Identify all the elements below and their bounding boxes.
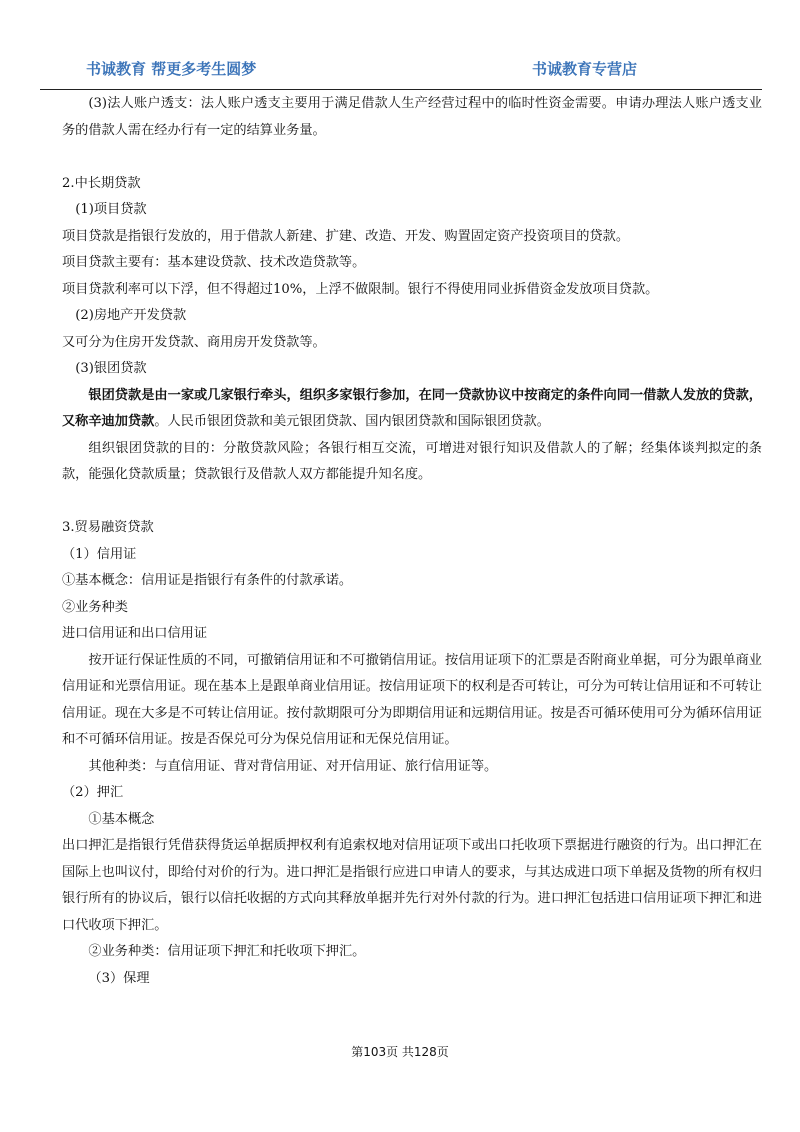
paragraph-real-estate: 又可分为住房开发贷款、商用房开发贷款等。 [62,334,326,350]
paragraph-overdraft: (3)法人账户透支：法人账户透支主要用于满足借款人生产经营过程中的临时性资金需要。申请办理法人账户透支业务的借款人需在经办行有一定的结算业务量。 [62,96,762,138]
syndicated-definition-rest: 。人民币银团贷款和美元银团贷款、国内银团贷款和国际银团贷款。 [154,414,550,429]
paragraph-lc-types: 按开证行保证性质的不同，可撤销信用证和不可撤销信用证。按信用证项下的汇票是否附商业单据，可分为跟单商业信用证和光票信用证。现在基本上是跟单商业信用证。按信用证项下的权利是否可转让，可分为可转让信用证和不可转让信用证。现在大多是不可转让信用证。按付款期限可分为即期信用证和远期信用证。按是否可循环使用可分为循环信用证和不可循环信用证。按是否保兑可分为保兑信用证和无保兑信用证。 [62,652,762,747]
paragraph-project-3: 项目贷款利率可以下浮，但不得超过10%，上浮不做限制。银行不得使用同业拆借资金发放项目贷款。 [62,281,659,297]
paragraph-project-2: 项目贷款主要有：基本建设贷款、技术改造贷款等。 [62,255,366,270]
paragraph-bill-concept-label: ①基本概念 [88,811,155,827]
heading-letter-of-credit: （1）信用证 [62,546,137,562]
heading-trade-finance: 3.贸易融资贷款 [62,520,154,535]
paragraph-lc-other: 其他种类：与直信用证、背对背信用证、对开信用证、旅行信用证等。 [88,758,498,774]
heading-longterm-loans: 2.中长期贷款 [62,175,141,191]
heading-bill-purchase: （2）押汇 [62,785,124,800]
paragraph-bill-types: ②业务种类：信用证项下押汇和托收项下押汇。 [88,944,366,959]
syndicated-definition-bold: 银团贷款是由一家或几家银行牵头，组织多家银行参加，在同一贷款协议中按商定的条件向同一借款人发放的贷款，又称辛迪加贷款 [62,387,762,429]
heading-real-estate-loans: (2)房地产开发贷款 [75,308,187,323]
document-body [62,91,762,992]
paragraph-syndicated [62,383,762,436]
paragraph-lc-concept: ①基本概念：信用证是指银行有条件的付款承诺。 [62,573,353,588]
header-slogan: 书诚教育 帮更多考生圆梦 [86,60,257,78]
paragraph-project-1: 项目贷款是指银行发放的，用于借款人新建、扩建、改造、开发、购置固定资产投资项目的贷款。 [62,228,630,244]
paragraph-lc-types-label: ②业务种类 [62,599,128,615]
heading-syndicated-loans: (3)银团贷款 [75,361,147,376]
page-number: 第103页 共128页 [351,1045,449,1059]
heading-project-loans: (1)项目贷款 [75,202,147,217]
header-store-name: 书诚教育专营店 [532,60,638,78]
paragraph-syndicated-purpose: 组织银团贷款的目的：分散贷款风险；各银行相互交流，可增进对银行知识及借款人的了解；经集体谈判拟定的条款，能强化贷款质量；贷款银行及借款人双方都能提升知名度。 [62,440,762,482]
heading-factoring: （3）保理 [88,970,150,986]
paragraph-bill-concept: 出口押汇是指银行凭借获得货运单据质押权利有追索权地对信用证项下或出口托收项下票据进行融资的行为。出口押汇在国际上也叫议付，即给付对价的行为。进口押汇是指银行应进口申请人的要求，与其达成进口项下单据及货物的所有权归银行所有的协议后，银行以信托收据的方式向其释放单据并先行对外付款的行为。进口押汇包括进口信用证项下押汇和进口代收项下押汇。 [62,838,762,933]
header-divider [40,89,762,90]
paragraph-lc-import-export: 进口信用证和出口信用证 [62,626,208,641]
